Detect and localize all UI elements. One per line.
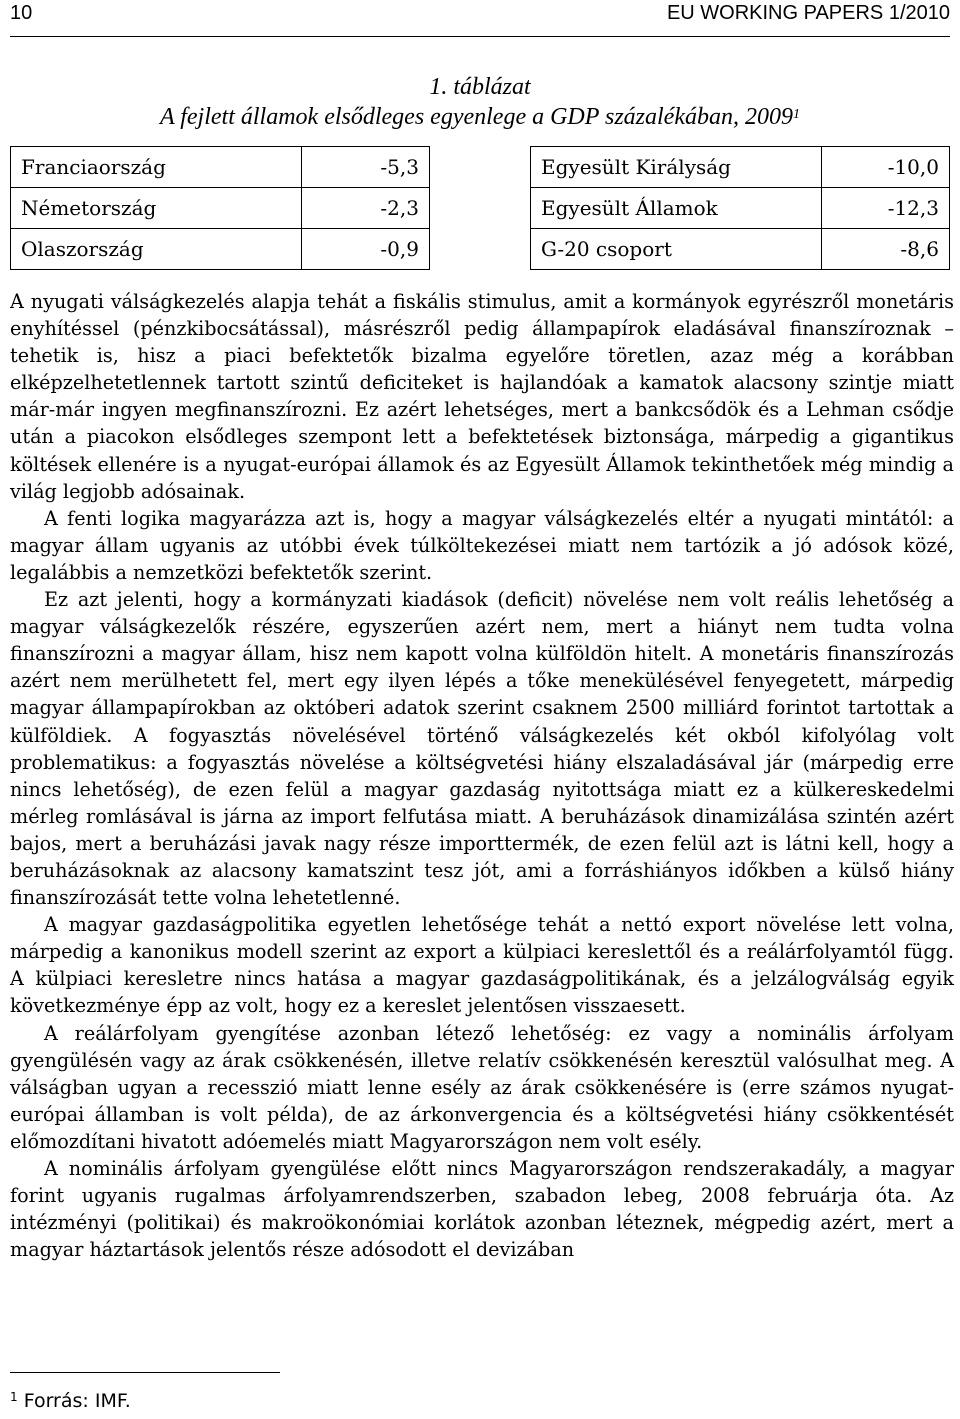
value-cell: -0,9 <box>302 229 430 270</box>
paragraph: Ez azt jelenti, hogy a kormányzati kiadások (deficit) növelése nem volt reális lehetőség a magyar válságkezelők részére, egyszerűen azért nem, mert a hiányt nem tudta volna finanszírozni a magyar állam, hisz nem kapott volna külföldön hitelt. A monetáris finanszírozás azért nem merülhetett fel, mert egy ilyen lépés a tőke menekülésével fenyegetett, márpedig magyar állampapírokban az októberi adatok szerint csaknem 2500 milliárd forintot tartottak a külföldiek. A fogyasztás növelésével történő válságkezelés két okból kifolyólag volt problematikus: a fogyasztás növelése a költségvetési hiány elszaladásával jár (márpedig erre nincs lehetőség), de ezen felül a magyar gazdaság nyitottsága miatt ez a külkereskedelmi mérleg romlásával is járna az import felfutása miatt. A beruházások dinamizálása szintén azért bajos, mert a beruházási javak nagy része importtermék, de ezen felül azt is látni kell, hogy a beruházásoknak az alacsony kamatszint tesz jót, ami a forráshiányos időkben a külső hiány finanszírozását tette volna lehetetlenné. <box>10 588 954 910</box>
page-header <box>10 0 950 37</box>
paragraph: A nominális árfolyam gyengülése előtt nincs Magyarországon rendszerakadály, a magyar forint ugyanis rugalmas árfolyamrendszerben, szabadon lebeg, 2008 februárja óta. Az intézményi (politikai) és makroökonómiai korlátok azonban léteznek, mégpedig azért, mert a magyar háztartások jelentős része adósodott el devizában <box>10 1157 954 1262</box>
table-row <box>11 229 430 270</box>
value-cell: -8,6 <box>822 229 950 270</box>
country-cell: Egyesült Államok <box>531 188 822 229</box>
value-cell: -2,3 <box>302 188 430 229</box>
page-number: 10 <box>10 2 33 24</box>
table-row <box>11 188 430 229</box>
country-cell: Németország <box>11 188 302 229</box>
table-row <box>11 147 430 188</box>
paragraph: A reálárfolyam gyengítése azonban létező lehetőség: ez vagy a nominális árfolyam gyengülésén vagy az árak csökkenésén, illetve relatív csökkenésén keresztül valósulhat meg. A válságban ugyan a recesszió miatt lenne esély az árak csökkenésére is (erre számos nyugat-európai államban is volt példa), de az árkonvergencia és a költségvetési hiány csökkentését előmozdítani hivatott adóemelés miatt Magyarországon nem volt esély. <box>10 1021 954 1153</box>
country-cell: Franciaország <box>11 147 302 188</box>
country-cell: G-20 csoport <box>531 229 822 270</box>
paragraph: A magyar gazdaságpolitika egyetlen lehetősége tehát a nettó export növelése lett volna, márpedig a kanonikus modell szerint az export a külpiaci kereslettől és a reálárfolyamtól függ. A külpiaci keresletre nincs hatása a magyar gazdaságpolitikának, és a jelzálogválság egyik következménye épp az volt, hogy ez a kereslet jelentősen visszaesett. <box>10 913 954 1018</box>
footnote-divider <box>10 1372 280 1373</box>
country-cell: Egyesült Királyság <box>531 147 822 188</box>
body-text <box>10 288 954 1263</box>
footnote-mark: 1 <box>10 1390 18 1404</box>
table-number: 1. táblázat <box>429 74 531 100</box>
data-table-right <box>530 146 950 270</box>
paragraph: A nyugati válságkezelés alapja tehát a fiskális stimulus, amit a kormányok egyrészről monetáris enyhítéssel (pénzkibocsátással), másrészről pedig állampapírok eladásával finanszíroznak – tehetik is, hisz a piaci befektetők bizalma egyelőre töretlen, azaz még a korábban elképzelhetetlennek tartott szintű deficiteket is hajlandóak a kamatok alacsony szintje miatt már-már ingyen megfinanszírozni. Ez azért lehetséges, mert a bankcsődök és a Lehman csődje után a piacokon elsődleges szempont lett a befektetések biztonsága, márpedig a gigantikus költések ellenére is a nyugat-európai államok és az Egyesült Államok tekinthetőek még mindig a világ legjobb adósainak. <box>10 290 954 503</box>
table-row <box>531 147 950 188</box>
table-title-line <box>0 102 960 132</box>
country-cell: Olaszország <box>11 229 302 270</box>
footnote-reference: 1 <box>792 107 800 122</box>
footnote-text: Forrás: IMF. <box>23 1390 131 1412</box>
value-cell: -12,3 <box>822 188 950 229</box>
data-table-left <box>10 146 430 270</box>
table-caption <box>0 72 960 132</box>
footnote <box>10 1390 131 1412</box>
table-row <box>531 188 950 229</box>
table-title: A fejlett államok elsődleges egyenlege a GDP százalékában, 2009 <box>160 104 793 130</box>
value-cell: -5,3 <box>302 147 430 188</box>
value-cell: -10,0 <box>822 147 950 188</box>
paragraph: A fenti logika magyarázza azt is, hogy a magyar válságkezelés eltér a nyugati mintától: a magyar állam ugyanis az utóbbi évek túlköltekezései miatt nem tartózik a jó adósok közé, legalábbis a nemzetközi befektetők szerint. <box>10 506 954 584</box>
table-row <box>531 229 950 270</box>
series-title: EU WORKING PAPERS 1/2010 <box>666 2 950 24</box>
